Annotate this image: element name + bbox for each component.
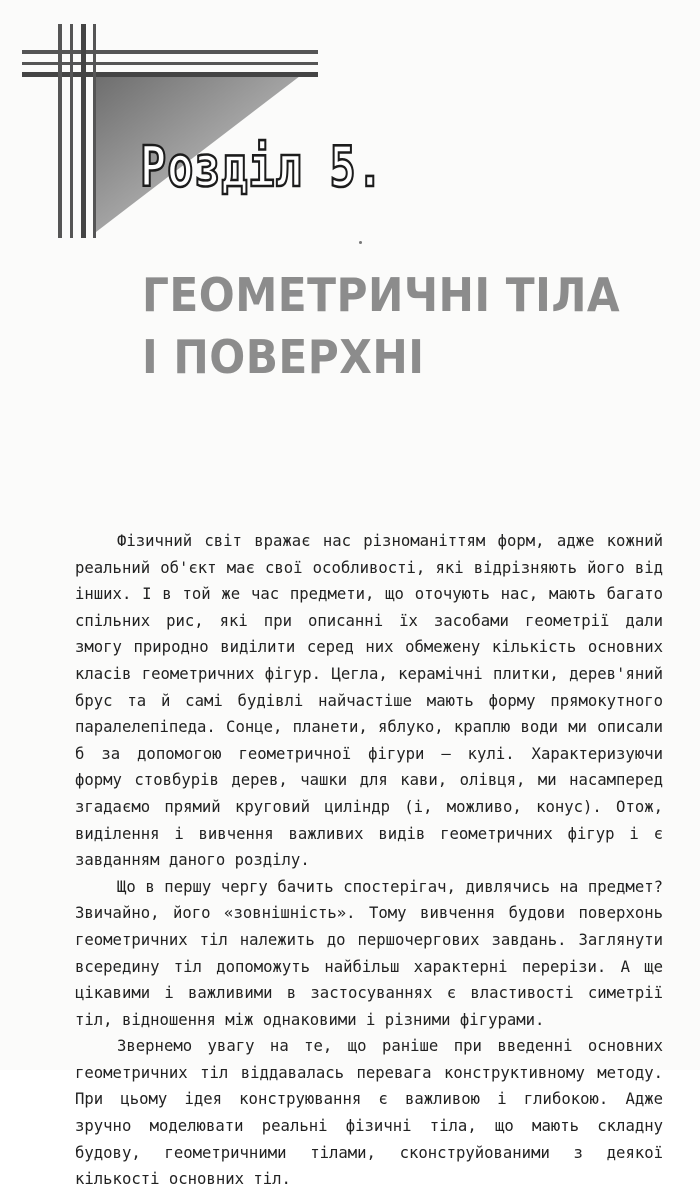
section-heading (142, 264, 620, 388)
body-text (75, 528, 663, 1193)
paragraph-1: Фізичний світ вражає нас різноманіттям форм, адже кожний реальний об'єкт має свої особливості, які відрізняють його від інших. І в той же час предмети, що оточують нас, мають багато спільних рис, які при описанні їх засобами геометрії дали змогу природно виділити серед них обмежену кількість основних класів геометричних фігур. Цегла, керамічні плитки, дерев'яний брус та й самі будівлі найчастіше мають форму прямокутного паралелепіпеда. Сонце, планети, яблуко, краплю води ми описали б за допомогою геометричної фігури — кулі. Характеризуючи форму стовбурів дерев, чашки для кави, олівця, ми насамперед згадаємо прямий круговий циліндр (і, можливо, конус). Отож, виділення і вивчення важливих видів геометричних фігур і є завданням даного розділу. (75, 532, 663, 870)
paragraph-3: Звернемо увагу на те, що раніше при введенні основних геометричних тіл віддавалась перевага конструктивному методу. При цьому ідея конструювання є важливою і глибокою. Адже зручно моделювати реальні фізичні тіла, що мають складну будову, геометричними тілами, сконструйованими з деякої кількості основних тіл. (75, 1037, 663, 1189)
chapter-title: Розділ 5. (140, 135, 384, 200)
print-speck (359, 241, 362, 244)
section-heading-line-2: І ПОВЕРХНІ (142, 330, 425, 384)
paragraph-2: Що в першу чергу бачить спостерігач, дивлячись на предмет? Звичайно, його «зовнішність». Тому вивчення будови поверхонь геометричних тіл належить до першочергових завдань. Заглянути всередину тіл допоможуть найбільш характерні перерізи. А ще цікавими і важливими в застосуваннях є властивості симетрії тіл, відношення між однаковими і різними фігурами. (75, 877, 663, 1029)
section-heading-line-1: ГЕОМЕТРИЧНІ ТІЛА (142, 268, 621, 322)
corner-ornament (0, 0, 320, 240)
